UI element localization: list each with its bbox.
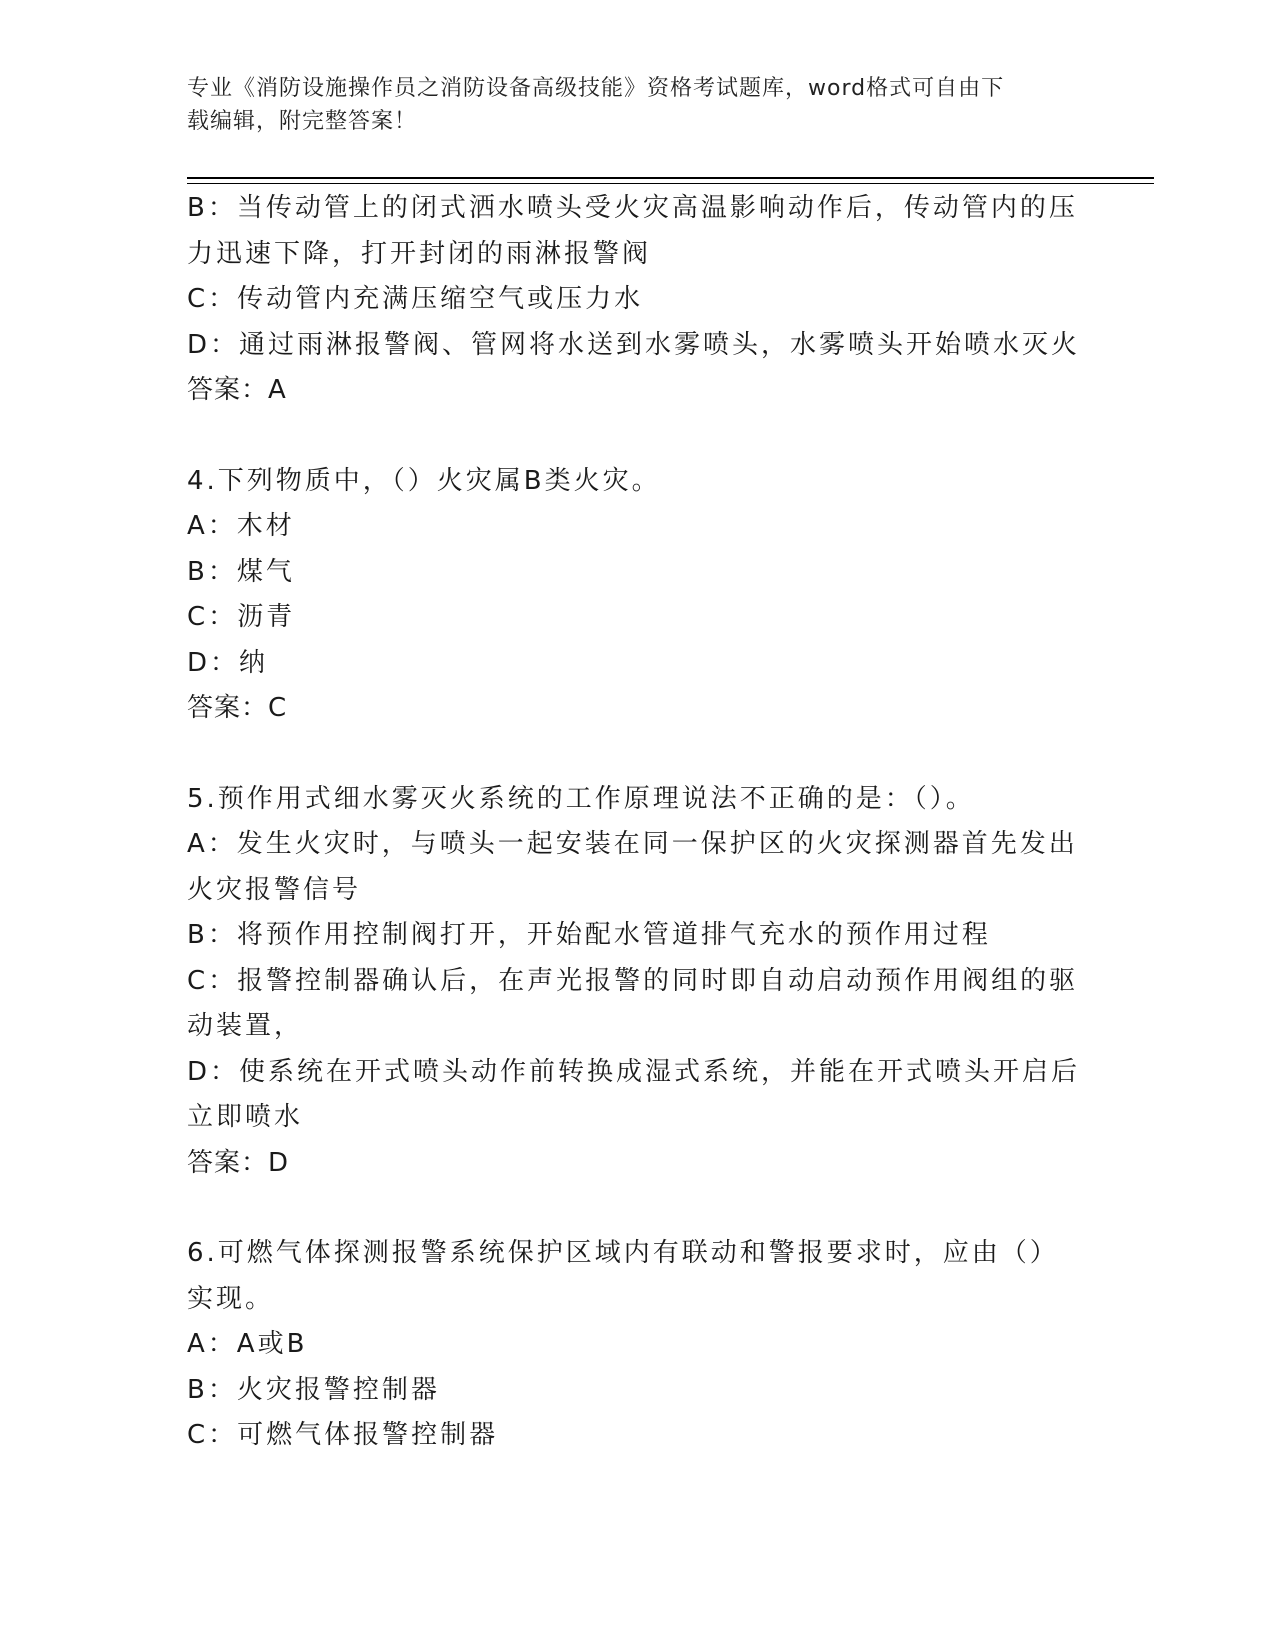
answer-line: 答案：A: [187, 375, 287, 405]
option-a: A：木材: [187, 511, 295, 541]
question-3-continued: [187, 186, 1087, 414]
option-b: B：煤气: [187, 556, 295, 587]
option-a-line-2: 火灾报警信号: [187, 874, 362, 905]
question-stem-line-2: 实现。: [187, 1283, 275, 1314]
question-4: [187, 459, 1087, 732]
question-stem: 5.预作用式细水雾灭火系统的工作原理说法不正确的是：（）。: [187, 783, 975, 814]
option-c: C：可燃气体报警控制器: [187, 1420, 499, 1450]
option-d-line-2: 立即喷水: [187, 1102, 304, 1132]
option-b-line-1: B：当传动管上的闭式洒水喷头受火灾高温影响动作后，传动管内的压: [187, 193, 1078, 223]
header-rule-thin: [187, 183, 1154, 184]
option-d: D：通过雨淋报警阀、管网将水送到水雾喷头，水雾喷头开始喷水灭火: [187, 329, 1081, 360]
question-stem: 4.下列物质中，（）火灾属B类火灾。: [187, 465, 661, 496]
question-6: [187, 1231, 1087, 1459]
question-content: [187, 186, 1087, 1459]
option-d-line-1: D：使系统在开式喷头动作前转换成湿式系统，并能在开式喷头开启后: [187, 1056, 1081, 1087]
option-a-line-1: A：发生火灾时，与喷头一起安装在同一保护区的火灾探测器首先发出: [187, 829, 1078, 859]
option-b: B：将预作用控制阀打开，开始配水管道排气充水的预作用过程: [187, 920, 991, 950]
document-header: [187, 72, 1067, 138]
option-c: C：传动管内充满压缩空气或压力水: [187, 284, 644, 314]
option-c: C：沥青: [187, 602, 296, 632]
option-d: D：纳: [187, 647, 269, 678]
option-c-line-2: 动装置，: [187, 1011, 304, 1041]
option-c-line-1: C：报警控制器确认后，在声光报警的同时即自动启动预作用阀组的驱: [187, 965, 1079, 996]
header-line-1: 专业《消防设施操作员之消防设备高级技能》资格考试题库，word格式可自由下: [187, 76, 1005, 101]
header-line-2: 载编辑，附完整答案！: [187, 109, 418, 134]
option-b-line-2: 力迅速下降，打开封闭的雨淋报警阀: [187, 238, 652, 269]
question-stem-line-1: 6.可燃气体探测报警系统保护区域内有联动和警报要求时，应由（）: [187, 1238, 1059, 1268]
answer-line: 答案：D: [187, 1147, 290, 1178]
option-b: B：火灾报警控制器: [187, 1374, 440, 1405]
option-a: A：A或B: [187, 1329, 308, 1359]
answer-line: 答案：C: [187, 693, 288, 723]
header-rule-thick: [187, 177, 1154, 179]
question-5: [187, 777, 1087, 1187]
